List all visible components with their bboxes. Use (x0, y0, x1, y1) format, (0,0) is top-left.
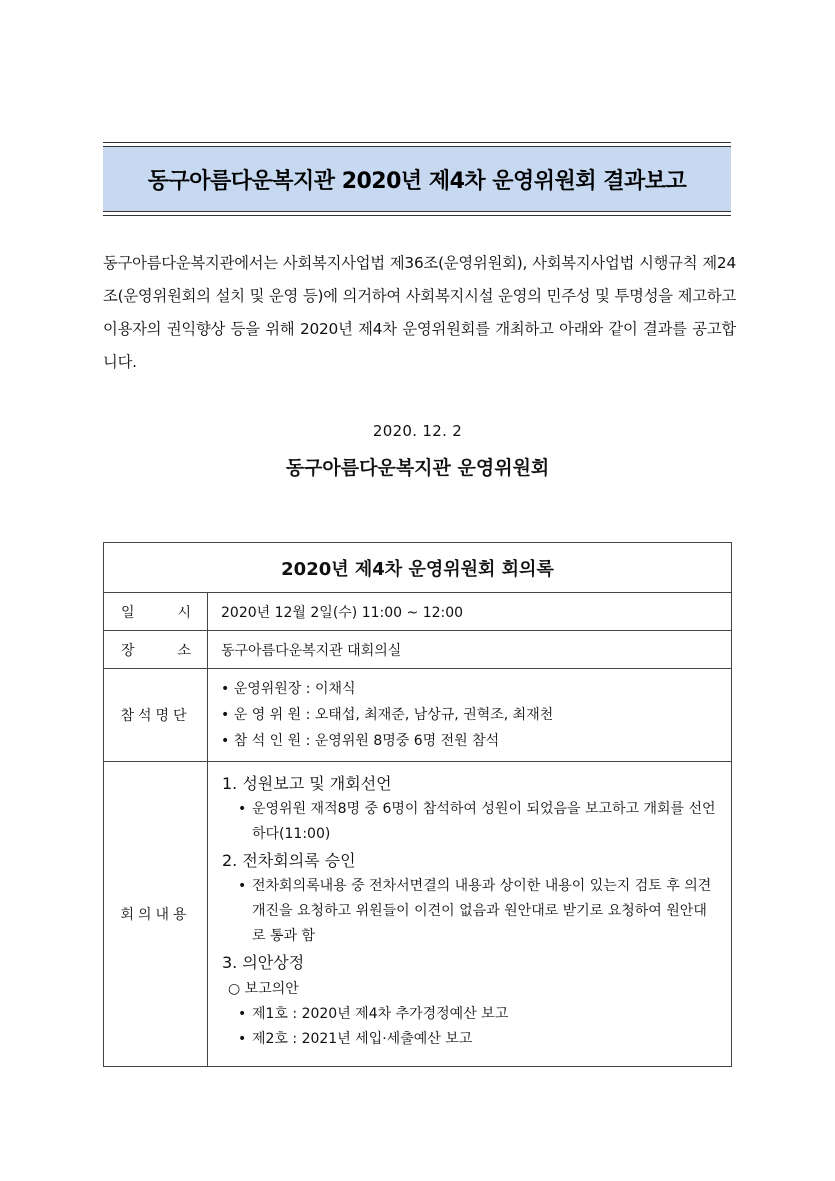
attendee-item: • 운 영 위 원 : 오태섭, 최재준, 남상규, 권혁조, 최재천 (221, 707, 554, 723)
section-heading: 1. 성원보고 및 개회선언 (222, 774, 392, 793)
attendee-item: • 참 석 인 원 : 운영위원 8명중 6명 전원 참석 (221, 733, 500, 749)
datetime-label-char: 시 (177, 604, 192, 621)
contents-label: 회의내용 (104, 762, 208, 1067)
attendees-list (208, 669, 732, 762)
agenda-subheading: ○ 보고의안 (228, 981, 299, 997)
agenda-item: • 제2호 : 2021년 세입·세출예산 보고 (238, 1031, 473, 1047)
attendee-item: • 운영위원장 : 이채식 (221, 681, 356, 697)
place-label-char: 소 (177, 642, 192, 659)
contents-body (208, 762, 732, 1067)
contents-row (104, 762, 732, 1067)
datetime-label-char: 일 (121, 604, 136, 621)
minutes-table (103, 542, 732, 1067)
notice-date: 2020. 12. 2 (372, 422, 463, 440)
datetime-label (104, 593, 208, 631)
organization-name: 동구아름다운복지관 운영위원회 (285, 457, 550, 479)
place-label (104, 631, 208, 669)
intro-paragraph: 동구아름다운복지관에서는 사회복지사업법 제36조(운영위원회), 사회복지사업법 시행규칙 제24조(운영위원회의 설치 및 운영 등)에 의거하여 사회복지시설 운영의 민주성 및 투명성을 제고하고 이용자의 권익향상 등을 위해 2020년 제4차 운영위원회를 개최하고 아래와 같이 결과를 공고합니다. (103, 254, 736, 371)
place-row (104, 631, 732, 669)
attendees-row (104, 669, 732, 762)
datetime-value: 2020년 12월 2일(수) 11:00 ~ 12:00 (208, 593, 732, 631)
minutes-title: 2020년 제4차 운영위원회 회의록 (104, 543, 732, 593)
attendees-label: 참석명단 (104, 669, 208, 762)
top-rule (103, 142, 731, 143)
title-box (103, 146, 731, 212)
section-bullet: • 운영위원 재적8명 중 6명이 참석하여 성원이 되었음을 보고하고 개회를 선언하다(11:00) (238, 801, 716, 842)
section-heading: 3. 의안상정 (222, 953, 305, 972)
page-title: 동구아름다운복지관 2020년 제4차 운영위원회 결과보고 (147, 168, 687, 194)
bottom-rule (103, 215, 731, 216)
title-banner (103, 142, 731, 216)
place-label-char: 장 (121, 642, 136, 659)
datetime-row (104, 593, 732, 631)
section-heading: 2. 전차회의록 승인 (222, 851, 356, 870)
section-bullet: • 전차회의록내용 중 전차서면결의 내용과 상이한 내용이 있는지 검토 후 의견개진을 요청하고 위원들이 이견이 없음과 원안대로 받기로 요청하여 원안대로 통과 함 (238, 878, 712, 944)
place-value: 동구아름다운복지관 대회의실 (208, 631, 732, 669)
agenda-item: • 제1호 : 2020년 제4차 추가경정예산 보고 (238, 1006, 509, 1022)
